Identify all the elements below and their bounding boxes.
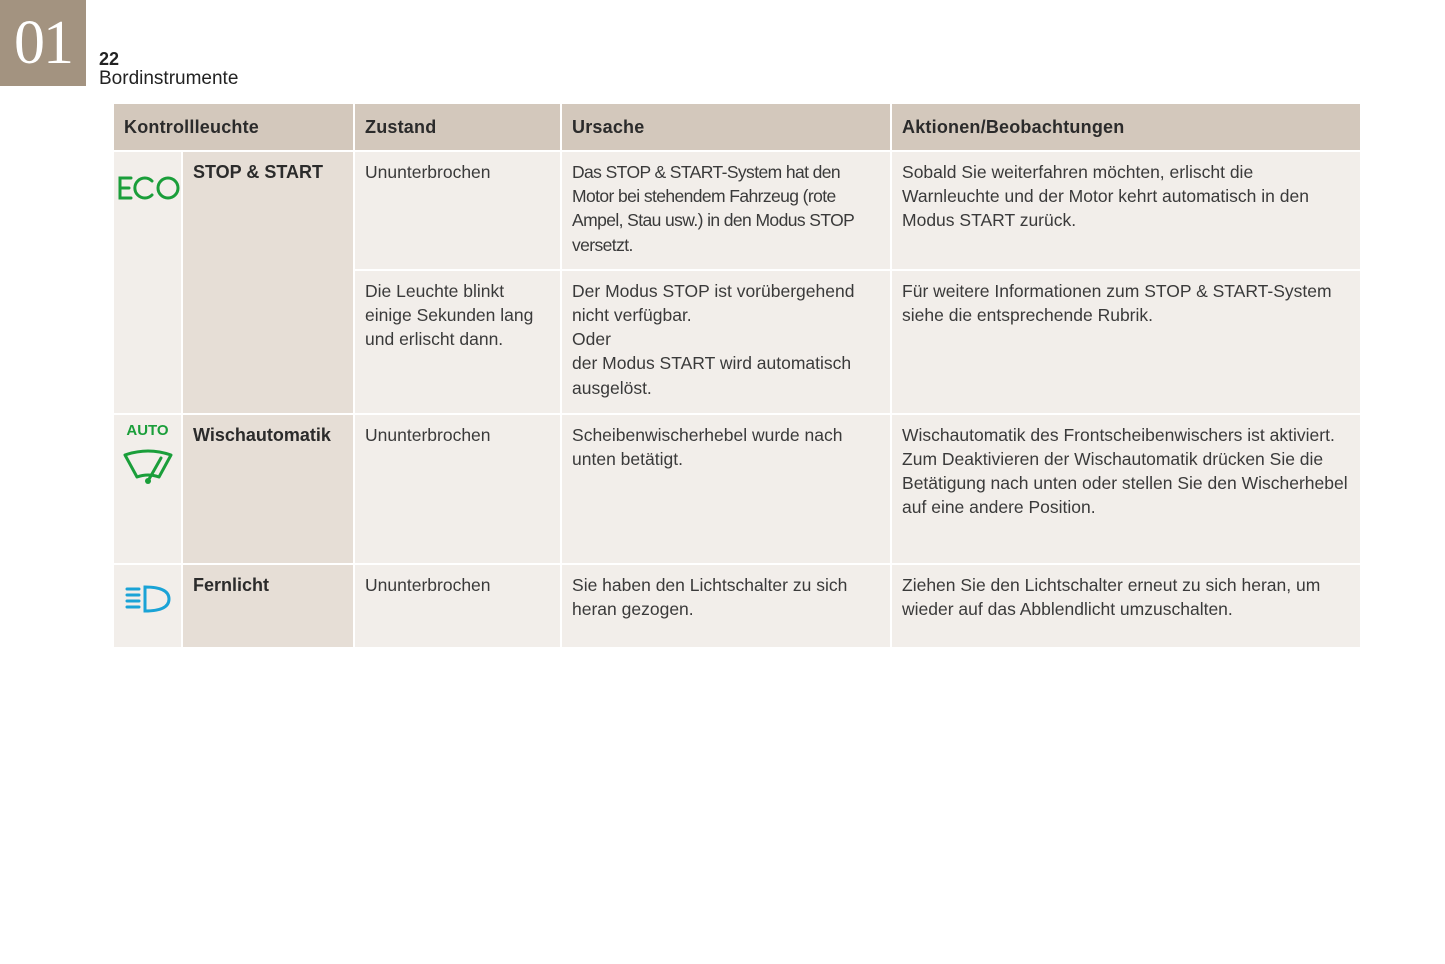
- section-title: Bordinstrumente: [99, 68, 239, 89]
- cause-cell: Das STOP & START-System hat den Motor bei stehendem Fahrzeug (rote Ampel, Stau usw.) in den Modus STOP versetzt.: [562, 152, 890, 269]
- state-cell: Ununterbrochen: [355, 565, 560, 647]
- action-line: Zum Deaktivieren der Wischautomatik drücken Sie die Betätigung nach unten oder stellen Sie den Wischerhebel auf eine andere Position.: [902, 449, 1348, 518]
- cause-line: der Modus START wird automatisch ausgelöst.: [572, 353, 852, 398]
- table-row: [114, 415, 1360, 563]
- high-beam-icon: [123, 583, 173, 615]
- auto-label: AUTO: [126, 421, 169, 439]
- light-name: Fernlicht: [183, 565, 353, 647]
- icon-cell: [114, 415, 181, 563]
- action-line: Wischautomatik des Frontscheibenwischers ist aktiviert.: [902, 424, 1335, 445]
- header-kontrollleuchte: Kontrollleuchte: [114, 104, 353, 150]
- eco-icon: [116, 170, 180, 206]
- cause-cell: [562, 271, 890, 413]
- table-row: [114, 565, 1360, 647]
- page-number: 22: [99, 49, 120, 69]
- action-cell: Sobald Sie weiterfahren möchten, erlischt die Warnleuchte und der Motor kehrt automatisch in den Modus START zurück.: [892, 152, 1360, 269]
- action-cell: Für weitere Informationen zum STOP & START-System siehe die entsprechende Rubrik.: [892, 271, 1360, 413]
- table-header-row: [114, 104, 1360, 150]
- cause-cell: Sie haben den Lichtschalter zu sich heran gezogen.: [562, 565, 890, 647]
- warning-lights-table: [112, 102, 1362, 649]
- auto-wiper-icon: [121, 445, 175, 485]
- chapter-number: 01: [0, 0, 86, 86]
- cause-line: Der Modus STOP ist vorübergehend nicht verfügbar.: [572, 280, 855, 326]
- light-name: Wischautomatik: [183, 415, 353, 563]
- header-zustand: Zustand: [355, 104, 560, 150]
- header-aktionen: Aktionen/Beobachtungen: [892, 104, 1360, 150]
- table-row: [114, 152, 1360, 269]
- cause-cell: Scheibenwischerhebel wurde nach unten betätigt.: [562, 415, 890, 563]
- header-ursache: Ursache: [562, 104, 890, 150]
- icon-cell: [114, 565, 181, 647]
- action-cell: Ziehen Sie den Lichtschalter erneut zu sich heran, um wieder auf das Abblendlicht umzuschalten.: [892, 565, 1360, 647]
- light-name: STOP & START: [183, 152, 353, 413]
- state-cell: Ununterbrochen: [355, 152, 560, 269]
- icon-cell: [114, 152, 181, 413]
- state-cell: Ununterbrochen: [355, 415, 560, 563]
- action-cell: [892, 415, 1360, 563]
- state-cell: Die Leuchte blinkt einige Sekunden lang und erlischt dann.: [355, 271, 560, 413]
- cause-line: Oder: [572, 329, 611, 350]
